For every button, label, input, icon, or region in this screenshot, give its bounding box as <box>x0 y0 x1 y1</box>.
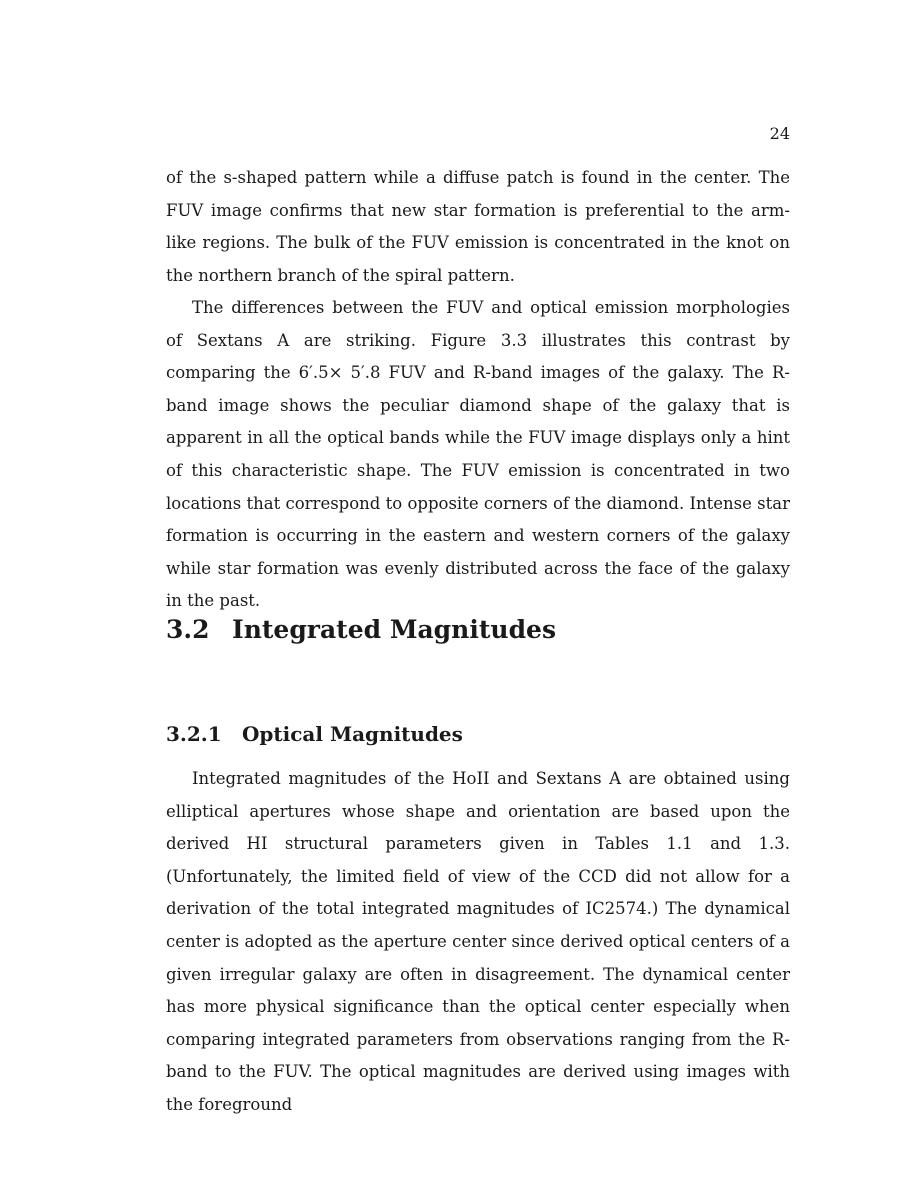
subsection-heading <box>166 719 463 749</box>
section-heading <box>166 612 556 648</box>
paragraph-morphology-comparison: The differences between the FUV and optical emission morphologies of Sextans A are striking. Figure 3.3 illustrates this contrast by comparing the 6′.5× 5′.8 FUV and R-band images of the galaxy. The R-band image shows the peculiar diamond shape of the galaxy that is apparent in all the optical bands while the FUV image displays only a hint of this characteristic shape. The FUV emission is concentrated in two locations that correspond to opposite corners of the diamond. Intense star formation is occurring in the eastern and western corners of the galaxy while star formation was evenly distributed across the face of the galaxy in the past. <box>166 298 790 611</box>
page-number: 24 <box>769 124 790 143</box>
subsection-title: Optical Magnitudes <box>242 722 463 746</box>
subsection-number: 3.2.1 <box>166 722 222 746</box>
section-title: Integrated Magnitudes <box>232 615 557 644</box>
paragraph-optical-magnitudes: Integrated magnitudes of the HoII and Sextans A are obtained using elliptical apertures whose shape and orientation are based upon the derived HI structural parameters given in Tables 1.1 and 1.3. (Unfortunately, the limited field of view of the CCD did not allow for a derivation of the total integrated magnitudes of IC2574.) The dynamical center is adopted as the aperture center since derived optical centers of a given irregular galaxy are often in disagreement. The dynamical center has more physical significance than the optical center especially when comparing integrated parameters from observations ranging from the R-band to the FUV. The optical magnitudes are derived using images with the foreground <box>166 769 790 1114</box>
paragraph-continuation: of the s-shaped pattern while a diffuse patch is found in the center. The FUV image confirms that new star formation is preferential to the arm-like regions. The bulk of the FUV emission is concentrated in the knot on the northern branch of the spiral pattern. <box>166 168 790 285</box>
section-number: 3.2 <box>166 615 210 644</box>
